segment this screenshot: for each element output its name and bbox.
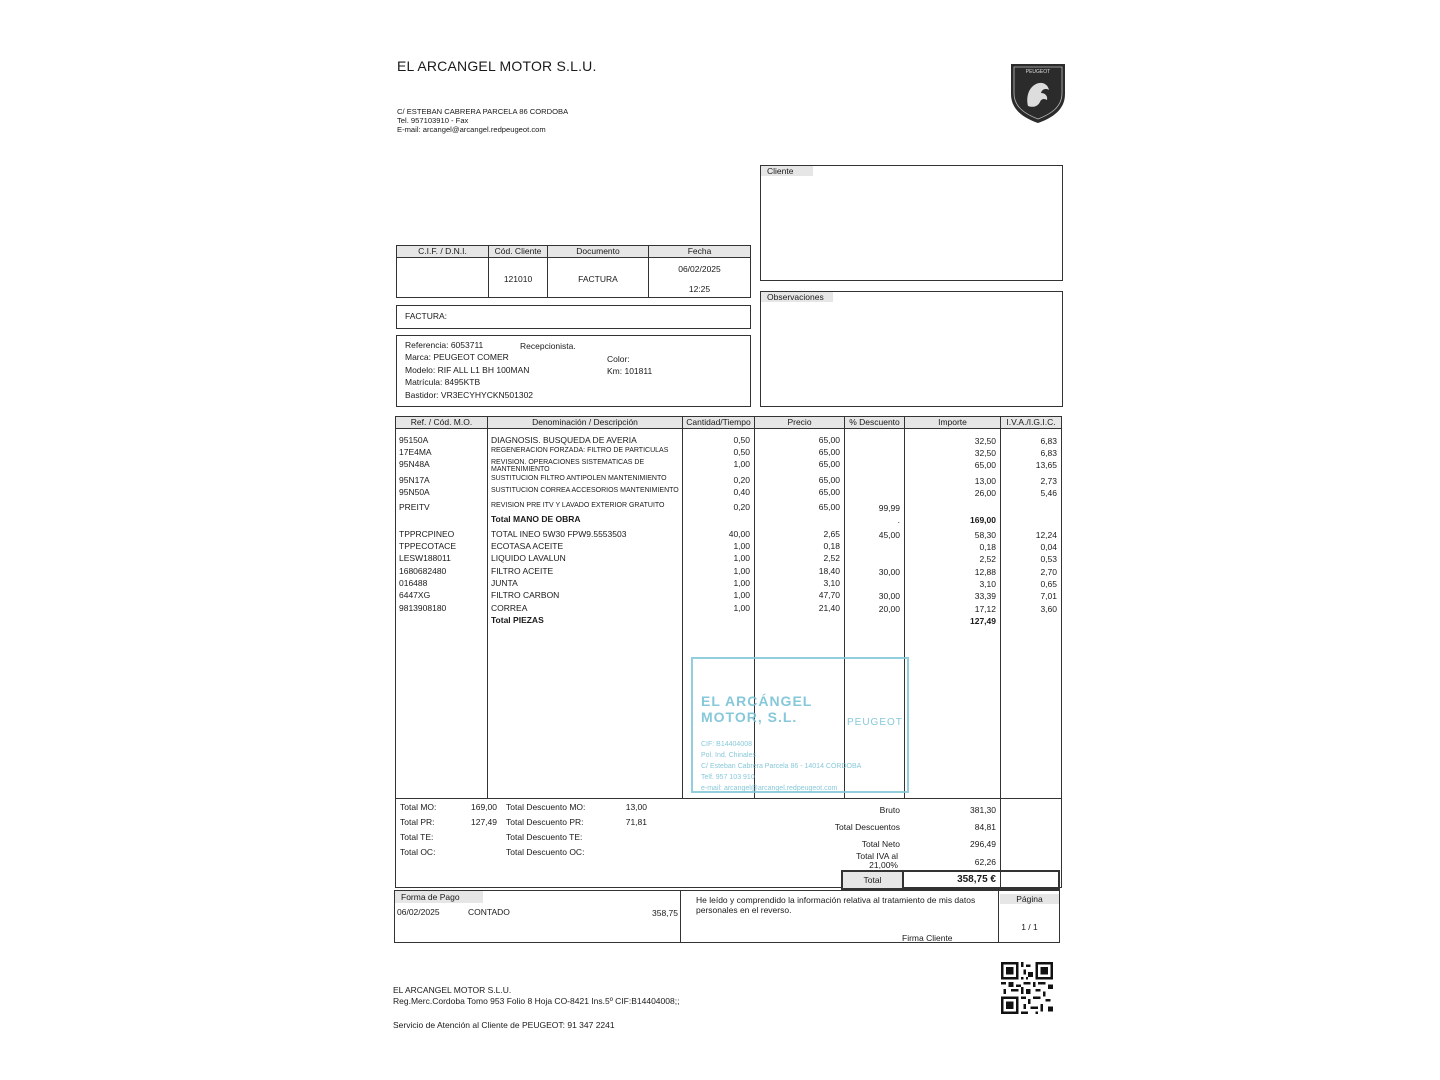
cell-cant: 40,00 [728, 529, 750, 539]
cell-importe: 58,30 [974, 530, 996, 540]
company-email: E-mail: arcangel@arcangel.redpeugeot.com [397, 125, 546, 134]
cell-ref: TPPRCPINEO [399, 529, 455, 539]
iva-label-2: 21,00% [869, 860, 898, 870]
stamp-line1: EL ARCÁNGEL [701, 693, 813, 709]
cell-iva: 2,73 [1040, 476, 1057, 486]
cell-ref: 95150A [399, 435, 429, 445]
vehicle-marca: Marca: PEUGEOT COMER [405, 352, 509, 362]
cell-desc: SUSTITUCION FILTRO ANTIPOLEN MANTENIMIENTO [491, 475, 667, 482]
vehicle-color: Color: [607, 354, 630, 364]
cell-cant: 0,20 [733, 502, 750, 512]
cell-desc: Total MANO DE OBRA [491, 514, 581, 524]
cell-precio: 65,00 [818, 459, 840, 469]
company-phone: Tel. 957103910 - Fax [397, 116, 469, 125]
cell-desc: Total PIEZAS [491, 615, 544, 625]
cell-dto: 20,00 [878, 604, 900, 614]
total-discount-label: Total Descuento OC: [506, 847, 585, 857]
cell-desc: REGENERACION FORZADA: FILTRO DE PARTICULAS [491, 447, 669, 454]
cell-desc: DIAGNOSIS. BUSQUEDA DE AVERIA [491, 435, 637, 445]
stamp-small1: CIF: B14404008 [701, 741, 752, 748]
vehicle-matricula: Matrícula: 8495KTB [405, 377, 481, 387]
cell-dto: . [897, 515, 900, 525]
cell-desc: REVISION. OPERACIONES SISTEMATICAS DE MANTENIMIENTO [491, 459, 645, 473]
vehicle-km: Km: 101811 [607, 366, 653, 376]
hora-value: 12:25 [688, 284, 711, 294]
stamp-small4: Telf. 957 103 910 [701, 774, 755, 781]
cell-precio: 65,00 [818, 487, 840, 497]
cell-desc: CORREA [491, 603, 528, 613]
stamp-line2: MOTOR, S.L. [701, 709, 798, 725]
total-type-label: Total OC: [400, 847, 436, 857]
total-discount-label: Total Descuento TE: [506, 832, 583, 842]
total-type-label: Total PR: [400, 817, 435, 827]
company-stamp [691, 657, 909, 793]
cell-ref: 95N48A [399, 459, 430, 469]
cell-ref: LESW188011 [399, 553, 451, 563]
cell-ref: PREITV [399, 502, 430, 512]
footer-registry: Reg.Merc.Cordoba Tomo 953 Folio 8 Hoja CO-8421 Ins.5º CIF:B14404008;; [393, 996, 680, 1006]
payment-amount: 358,75 [652, 908, 678, 918]
cell-importe: 13,00 [974, 476, 996, 486]
total-label: Total [843, 872, 902, 888]
vehicle-bastidor: Bastidor: VR3ECYHYCKN501302 [405, 390, 534, 400]
cell-cant: 0,50 [733, 435, 750, 445]
cell-precio: 2,65 [823, 529, 840, 539]
cell-dto: 99,99 [878, 503, 900, 513]
cell-precio: 65,00 [818, 475, 840, 485]
cell-importe: 26,00 [974, 488, 996, 498]
cell-iva: 0,53 [1040, 554, 1057, 564]
descuentos-label: Total Descuentos [834, 822, 900, 832]
neto-label: Total Neto [861, 839, 900, 849]
cell-cant: 0,40 [733, 487, 750, 497]
total-discount-value: 13,00 [625, 802, 647, 812]
total-type-value: 127,49 [471, 817, 497, 827]
cell-cant: 0,50 [733, 447, 750, 457]
pagina-value: 1 / 1 [1021, 922, 1038, 932]
cell-iva: 6,83 [1040, 436, 1057, 446]
peugeot-logo-icon [1008, 60, 1068, 124]
fecha-header: Fecha [649, 246, 750, 258]
payment-method: CONTADO [468, 907, 510, 917]
cell-iva: 7,01 [1040, 591, 1057, 601]
bruto-value: 381,30 [970, 805, 996, 815]
client-box [760, 165, 1063, 281]
col-desc-header: Denominación / Descripción [488, 417, 682, 429]
cell-precio: 65,00 [818, 502, 840, 512]
cell-iva: 5,46 [1040, 488, 1057, 498]
col-iva-header: I.V.A./I.G.I.C. [1001, 417, 1061, 429]
fecha-value: 06/02/2025 [678, 264, 721, 274]
cell-precio: 3,10 [823, 578, 840, 588]
col-cant-header: Cantidad/Tiempo [683, 417, 754, 429]
factura-box [396, 305, 751, 329]
cell-precio: 21,40 [818, 603, 840, 613]
total-discount-label: Total Descuento MO: [506, 802, 586, 812]
payment-date: 06/02/2025 [397, 907, 440, 917]
cell-ref: TPPECOTACE [399, 541, 456, 551]
company-name: EL ARCANGEL MOTOR S.L.U. [397, 58, 597, 74]
cell-iva: 0,04 [1040, 542, 1057, 552]
factura-label: FACTURA: [405, 311, 448, 321]
cell-desc: FILTRO ACEITE [491, 566, 554, 576]
cell-importe: 0,18 [979, 542, 996, 552]
cell-desc: REVISION PRE ITV Y LAVADO EXTERIOR GRATUITO [491, 502, 665, 509]
observations-box [760, 291, 1063, 407]
total-value: 358,75 € [957, 874, 996, 885]
cif-header: C.I.F. / D.N.I. [397, 246, 488, 258]
documento-value: FACTURA [578, 274, 618, 284]
cell-iva: 6,83 [1040, 448, 1057, 458]
observations-label: Observaciones [761, 292, 833, 302]
iva-value: 62,26 [974, 857, 996, 867]
stamp-small5: e-mail: arcangel@arcangel.redpeugeot.com [701, 785, 838, 792]
cell-iva: 3,60 [1040, 604, 1057, 614]
cell-importe: 3,10 [979, 579, 996, 589]
vehicle-recepcionista: Recepcionista. [520, 341, 576, 351]
cell-importe: 12,88 [974, 567, 996, 577]
qr-code-icon [1001, 962, 1053, 1014]
svg-text:PEUGEOT: PEUGEOT [1025, 69, 1051, 75]
total-discount-label: Total Descuento PR: [506, 817, 584, 827]
cell-iva: 2,70 [1040, 567, 1057, 577]
stamp-small3: C/ Esteban Cabrera Parcela 86 - 14014 CÓRDOBA [701, 763, 862, 770]
company-address-block [397, 107, 568, 134]
cell-ref: 1680682480 [399, 566, 447, 576]
cell-iva: 0,65 [1040, 579, 1057, 589]
cell-iva: 12,24 [1035, 530, 1057, 540]
cell-importe: 33,39 [974, 591, 996, 601]
cell-desc: SUSTITUCION CORREA ACCESORIOS MANTENIMIENTO [491, 487, 679, 494]
cell-cant: 1,00 [733, 590, 750, 600]
cell-importe: 65,00 [974, 460, 996, 470]
cell-desc: JUNTA [491, 578, 518, 588]
cell-precio: 65,00 [818, 435, 840, 445]
col-importe-header: Importe [905, 417, 1000, 429]
company-address: C/ ESTEBAN CABRERA PARCELA 86 CORDOBA [397, 107, 569, 116]
iva-label-1: Total IVA al [856, 851, 898, 861]
pagina-label: Página [1000, 894, 1059, 904]
total-type-label: Total TE: [400, 832, 434, 842]
stamp-brand: PEUGEOT [847, 717, 903, 728]
cell-dto: 45,00 [878, 530, 900, 540]
stamp-details [701, 739, 861, 794]
cell-importe: 32,50 [974, 436, 996, 446]
cell-desc: FILTRO CARBON [491, 590, 560, 600]
col-ref-header: Ref. / Cód. M.O. [396, 417, 487, 429]
total-type-label: Total MO: [400, 802, 437, 812]
cell-desc: LIQUIDO LAVALUN [491, 553, 566, 563]
stamp-name [701, 693, 812, 725]
cell-desc: TOTAL INEO 5W30 FPW9.5553503 [491, 529, 627, 539]
cell-ref: 016488 [399, 578, 428, 588]
footer-service: Servicio de Atención al Cliente de PEUGEOT: 91 347 2241 [393, 1020, 615, 1030]
total-type-value: 169,00 [471, 802, 497, 812]
descuentos-value: 84,81 [974, 822, 996, 832]
payment-label: Forma de Pago [395, 891, 483, 903]
cell-precio: 18,40 [818, 566, 840, 576]
cell-precio: 65,00 [818, 447, 840, 457]
bruto-label: Bruto [879, 805, 900, 815]
cell-cant: 1,00 [733, 541, 750, 551]
cell-cant: 1,00 [733, 553, 750, 563]
cell-importe: 127,49 [970, 616, 996, 626]
iva-label [800, 852, 898, 870]
cell-iva: 13,65 [1035, 460, 1057, 470]
vehicle-modelo: Modelo: RIF ALL L1 BH 100MAN [405, 365, 530, 375]
cell-cant: 1,00 [733, 459, 750, 469]
cell-cant: 1,00 [733, 566, 750, 576]
documento-header: Documento [548, 246, 648, 258]
col-precio-header: Precio [755, 417, 844, 429]
total-discount-value: 71,81 [625, 817, 647, 827]
cell-importe: 17,12 [974, 604, 996, 614]
cell-cant: 1,00 [733, 578, 750, 588]
cell-ref: 6447XG [399, 590, 431, 600]
cod-cliente-value: 121010 [503, 274, 533, 284]
cod-cliente-header: Cód. Cliente [489, 246, 547, 258]
cell-importe: 2,52 [979, 554, 996, 564]
stamp-small2: Pol. Ind. Chinales [701, 752, 756, 759]
privacy-text: He leído y comprendido la información relativa al tratamiento de mis datos personales en el reverso. [696, 895, 976, 915]
cell-ref: 9813908180 [399, 603, 447, 613]
cell-cant: 0,20 [733, 475, 750, 485]
cell-ref: 17E4MA [399, 447, 432, 457]
vehicle-referencia: Referencia: 6053711 [405, 340, 484, 350]
cell-dto: 30,00 [878, 567, 900, 577]
cell-cant: 1,00 [733, 603, 750, 613]
cell-importe: 32,50 [974, 448, 996, 458]
cell-ref: 95N17A [399, 475, 430, 485]
cell-precio: 2,52 [823, 553, 840, 563]
firma-cliente: Firma Cliente [902, 933, 953, 943]
cell-precio: 47,70 [818, 590, 840, 600]
neto-value: 296,49 [970, 839, 996, 849]
cell-desc: ECOTASA ACEITE [491, 541, 564, 551]
footer-company: EL ARCANGEL MOTOR S.L.U. [393, 985, 512, 995]
col-dto-header: % Descuento [845, 417, 904, 429]
client-label: Cliente [761, 166, 813, 176]
cell-importe: 169,00 [970, 515, 996, 525]
cell-dto: 30,00 [878, 591, 900, 601]
cell-precio: 0,18 [823, 541, 840, 551]
cell-ref: 95N50A [399, 487, 430, 497]
